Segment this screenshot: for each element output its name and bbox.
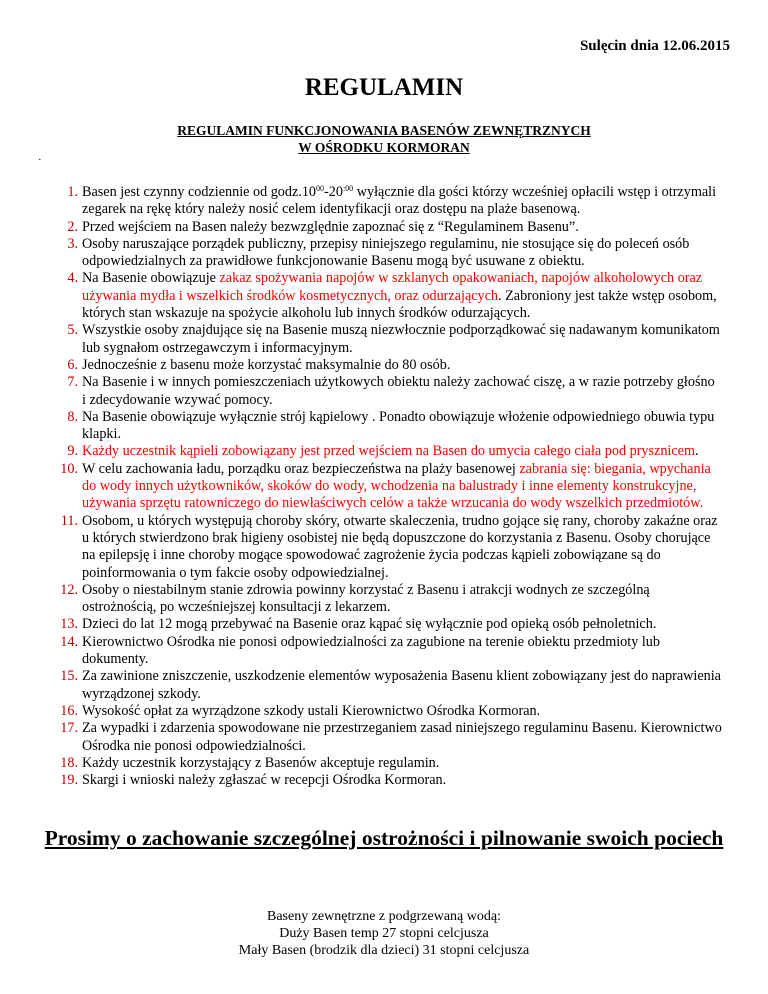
rule-text: Przed wejściem na Basen należy bezwzględnie zapoznać się z “Regulaminem Basenu”. xyxy=(82,218,579,235)
stray-dot: · xyxy=(38,154,42,166)
rule-item xyxy=(60,633,722,669)
rule-text: :00 xyxy=(342,184,354,193)
rule-number: 4. xyxy=(67,270,78,287)
rule-item xyxy=(67,443,722,460)
rules-list xyxy=(60,184,722,789)
rule-text: Na Basenie obowiązuje xyxy=(82,270,220,287)
rule-item xyxy=(67,218,722,236)
rule-number: 3. xyxy=(67,235,78,252)
rule-text: . Zabroniony jest także wstęp osobom, których stan wskazuje na spożycie alkoholu lub innych środków odurzających. xyxy=(82,287,717,322)
subtitle xyxy=(0,122,768,156)
subtitle-line-2: W OŚRODKU KORMORAN xyxy=(298,140,470,155)
rule-number: 6. xyxy=(67,356,78,373)
rule-number: 15. xyxy=(60,668,78,685)
rule-text: Dzieci do lat 12 mogą przebywać na Basenie oraz kąpać się wyłącznie pod opieką osób pełnoletnich. xyxy=(82,616,657,633)
rule-text: Za zawinione zniszczenie, uszkodzenie elementów wyposażenia Basenu klient zobowiązany jest do naprawienia wyrządzonej szkody. xyxy=(82,668,721,702)
safety-notice: Prosimy o zachowanie szczególnej ostrożności i pilnowanie swoich pociech xyxy=(44,826,724,850)
rule-item xyxy=(67,408,722,444)
rule-text: Na Basenie obowiązuje wyłącznie strój kąpielowy . Ponadto obowiązuje włożenie odpowiedniego obuwia typu klapki. xyxy=(82,408,715,443)
rule-number: 13. xyxy=(60,616,78,633)
rule-number: 11. xyxy=(60,512,78,529)
rule-text: Na Basenie i w innych pomieszczeniach użytkowych obiektu należy zachować ciszę, a w razie potrzeby głośno i zdecydowanie wzywać pomocy. xyxy=(82,374,715,408)
rule-text: Osoby naruszające porządek publiczny, przepisy niniejszego regulaminu, nie stosujące się do poleceń osób odpowiedzialnych za prawidłowe funkcjonowanie Basenu mogą być usuwane z obiektu. xyxy=(82,235,690,270)
rule-text: Basen jest czynny codziennie od godz.10 xyxy=(82,184,317,200)
pool-info xyxy=(0,908,768,959)
rule-number: 12. xyxy=(60,581,78,598)
rule-item xyxy=(60,754,722,772)
rule-text: Wysokość opłat za wyrządzone szkody ustali Kierownictwo Ośrodka Kormoran. xyxy=(82,702,541,719)
rule-text: Osoby o niestabilnym stanie zdrowia powinny korzystać z Basenu i atrakcji wodnych ze szczególną ostrożnością, po wcześniejszej konsultacji z lekarzem. xyxy=(82,581,650,616)
rule-number: 9. xyxy=(67,443,78,460)
rule-item xyxy=(67,235,722,271)
rule-text: Osobom, u których występują choroby skóry, otwarte skaleczenia, trudno gojące się rany, choroby zakaźne oraz u których stwierdzono brak higieny osobistej nie będą dopuszczone do korzystania z Basenu. Osoby chorujące na epilepsję i inne choroby mogące spowodować zagrożenie życia podczas kąpieli zobowiązane są do poinformowania o tym fakcie osoby odpowiedzialnej. xyxy=(82,512,718,581)
rule-text: Za wypadki i zdarzenia spowodowane nie przestrzeganiem zasad niniejszego regulaminu Basenu. Kierownictwo Ośrodka nie ponosi odpowiedzialności. xyxy=(82,720,722,754)
rule-text: . xyxy=(694,443,699,460)
rule-number: 10. xyxy=(60,460,78,477)
rule-item xyxy=(60,581,722,617)
rule-number: 16. xyxy=(60,702,78,719)
page-title: REGULAMIN xyxy=(304,74,464,101)
rule-item xyxy=(67,356,722,374)
rule-item xyxy=(67,270,722,322)
rule-text: Wszystkie osoby znajdujące się na Basenie muszą niezwłocznie podporządkować się nadawanym komunikatom lub sygnałom ostrzegawczym i informacyjnym. xyxy=(82,322,720,356)
rule-text: Kierownictwo Ośrodka nie ponosi odpowiedzialności za zagubione na terenie obiektu przedmioty lub dokumenty. xyxy=(82,633,660,668)
rule-text: wyłącznie dla gości którzy wcześniej opłacili wstęp i otrzymali zegarek na rękę który należy nosić celem identyfikacji oraz dostępu na plaże basenową. xyxy=(82,184,717,218)
rule-item xyxy=(60,668,722,703)
rule-highlight-text: Każdy uczestnik kąpieli zobowiązany jest przed wejściem na Basen do umycia całego ciała pod prysznicem xyxy=(82,443,695,460)
rule-item xyxy=(60,512,722,582)
rule-number: 7. xyxy=(67,374,78,391)
rule-number: 8. xyxy=(67,408,78,425)
rule-number: 18. xyxy=(60,754,78,771)
rule-item xyxy=(60,772,722,789)
rule-item xyxy=(60,720,722,755)
rule-item xyxy=(67,184,722,219)
pool-info-large-pool: Duży Basen temp 27 stopni celcjusza xyxy=(279,926,489,941)
rule-number: 19. xyxy=(60,772,78,789)
rule-number: 5. xyxy=(67,322,78,339)
rule-item xyxy=(60,616,722,633)
rule-number: 14. xyxy=(60,633,78,650)
rule-item xyxy=(67,322,722,357)
rule-text: Jednocześnie z basenu może korzystać maksymalnie do 80 osób. xyxy=(82,356,451,373)
rule-item xyxy=(60,460,722,513)
rule-number: 1. xyxy=(67,184,78,200)
pool-info-small-pool: Mały Basen (brodzik dla dzieci) 31 stopni celcjusza xyxy=(238,943,530,958)
rule-text: 00 xyxy=(316,184,325,193)
rule-text: W celu zachowania ładu, porządku oraz bezpieczeństwa na plaży basenowej xyxy=(82,460,520,477)
document-date: Sulęcin dnia 12.06.2015 xyxy=(579,38,730,54)
subtitle-line-1: REGULAMIN FUNKCJONOWANIA BASENÓW ZEWNĘTRZNYCH xyxy=(177,123,591,138)
rule-text: Każdy uczestnik korzystający z Basenów akceptuje regulamin. xyxy=(82,754,440,771)
rule-number: 2. xyxy=(67,218,78,235)
rule-text: Skargi i wnioski należy zgłaszać w recepcji Ośrodka Kormoran. xyxy=(82,772,447,789)
pool-info-heading: Baseny zewnętrzne z podgrzewaną wodą: xyxy=(266,909,501,924)
rule-item xyxy=(67,374,722,409)
rule-highlight-text: zakaz spożywania napojów w szklanych opakowaniach, napojów alkoholowych oraz używania mydła i wszelkich środków kosmetycznych, oraz odurzających xyxy=(82,270,703,304)
rule-item xyxy=(60,702,722,720)
rule-text: -20 xyxy=(324,184,343,200)
rule-highlight-text: zabrania się: biegania, wpychania do wody innych użytkowników, skoków do wody, wchodzenia na balustrady i inne elementy konstrukcyjne, używania sprzętu ratowniczego do niewłaściwych celów a także wrzucania do wody wszelkich przedmiotów. xyxy=(82,460,711,512)
rule-number: 17. xyxy=(60,720,78,737)
